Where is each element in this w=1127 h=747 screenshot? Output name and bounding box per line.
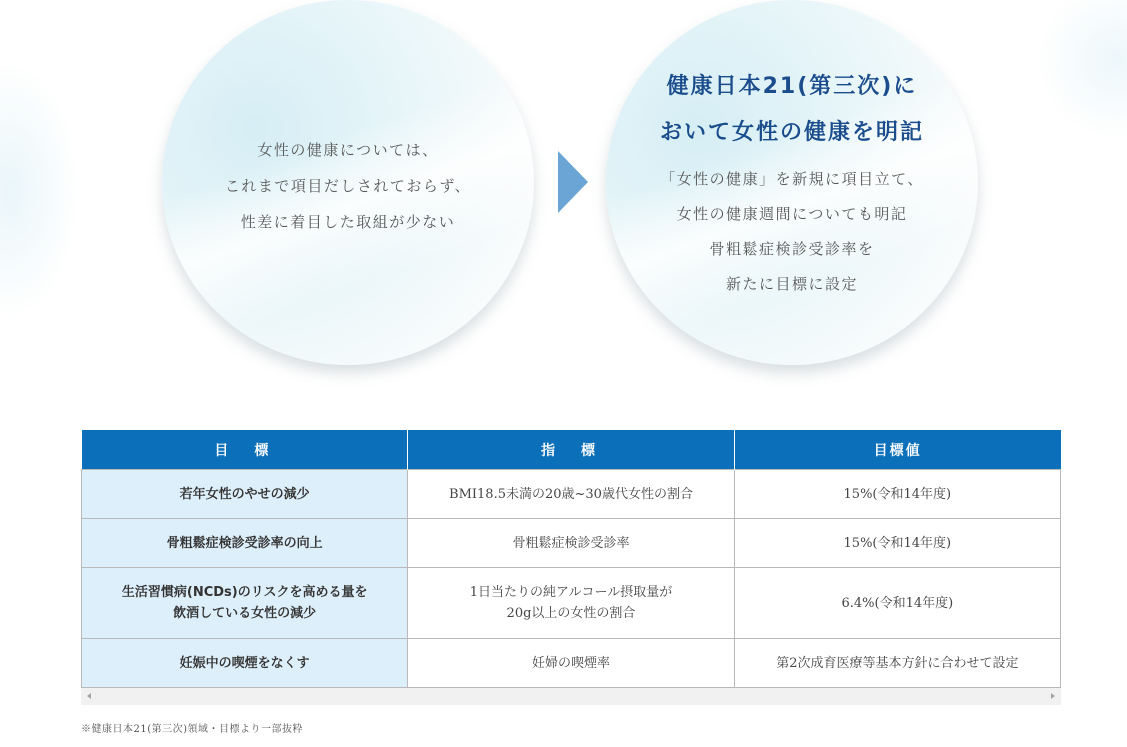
after-title	[660, 64, 924, 156]
table-header-row	[82, 430, 1061, 470]
before-line-2: これまで項目だしされておらず、	[224, 176, 472, 195]
goals-table-container	[81, 430, 1061, 705]
before-line-3: 性差に着目した取組が少ない	[240, 212, 456, 231]
source-footnote: ※健康日本21(第三次)領域・目標より一部抜粋	[81, 724, 304, 735]
after-circle	[606, 0, 978, 365]
after-text	[660, 162, 924, 302]
after-line-3: 骨粗鬆症検診受診率を	[709, 239, 875, 258]
before-line-1: 女性の健康については、	[257, 140, 439, 159]
target-cell: 6.4%(令和14年度)	[734, 568, 1060, 639]
background-glow-right	[1037, 0, 1127, 140]
goals-table	[81, 430, 1061, 688]
indicator-text-line-2: 20g以上の女性の割合	[506, 606, 636, 621]
arrow-right-icon	[558, 151, 588, 213]
horizontal-scrollbar[interactable]	[81, 688, 1061, 705]
indicator-text: 骨粗鬆症検診受診率	[512, 535, 630, 551]
header-goal: 目 標	[82, 430, 408, 470]
indicator-text: BMI18.5未満の20歳~30歳代女性の割合	[449, 486, 693, 502]
before-text	[225, 132, 471, 240]
after-title-line-1: 健康日本21(第三次)に	[666, 73, 918, 99]
indicator-cell	[408, 568, 734, 639]
goal-text: 若年女性のやせの減少	[179, 486, 310, 502]
scroll-right-arrow-icon[interactable]	[1051, 693, 1055, 699]
header-indicator: 指 標	[408, 430, 734, 470]
indicator-cell	[408, 519, 734, 568]
goal-text-line-1: 生活習慣病(NCDs)のリスクを高める量を	[121, 585, 368, 600]
after-title-line-2: おいて女性の健康を明記	[659, 119, 924, 145]
table-row	[82, 639, 1061, 688]
goal-text: 骨粗鬆症検診受診率の向上	[166, 535, 323, 551]
indicator-cell	[408, 470, 734, 519]
header-target: 目標値	[734, 430, 1060, 470]
table-row	[82, 568, 1061, 639]
scroll-left-arrow-icon[interactable]	[87, 693, 91, 699]
before-circle	[162, 0, 534, 365]
goal-text: 妊娠中の喫煙をなくす	[179, 655, 310, 671]
table-row	[82, 470, 1061, 519]
goal-cell	[82, 519, 408, 568]
indicator-cell	[408, 639, 734, 688]
after-line-4: 新たに目標に設定	[725, 274, 858, 293]
table-row	[82, 519, 1061, 568]
goal-cell	[82, 639, 408, 688]
goal-text-line-2: 飲酒している女性の減少	[173, 606, 317, 621]
goal-cell	[82, 568, 408, 639]
indicator-text-line-1: 1日当たりの純アルコール摂取量が	[469, 585, 673, 600]
after-line-1: 「女性の健康」を新規に項目立て、	[660, 169, 924, 188]
background-glow-left	[0, 60, 80, 320]
target-cell: 15%(令和14年度)	[734, 519, 1060, 568]
target-cell: 第2次成育医療等基本方針に合わせて設定	[734, 639, 1060, 688]
indicator-text: 妊婦の喫煙率	[531, 655, 610, 671]
after-line-2: 女性の健康週間についても明記	[676, 204, 908, 223]
goal-cell	[82, 470, 408, 519]
target-cell: 15%(令和14年度)	[734, 470, 1060, 519]
